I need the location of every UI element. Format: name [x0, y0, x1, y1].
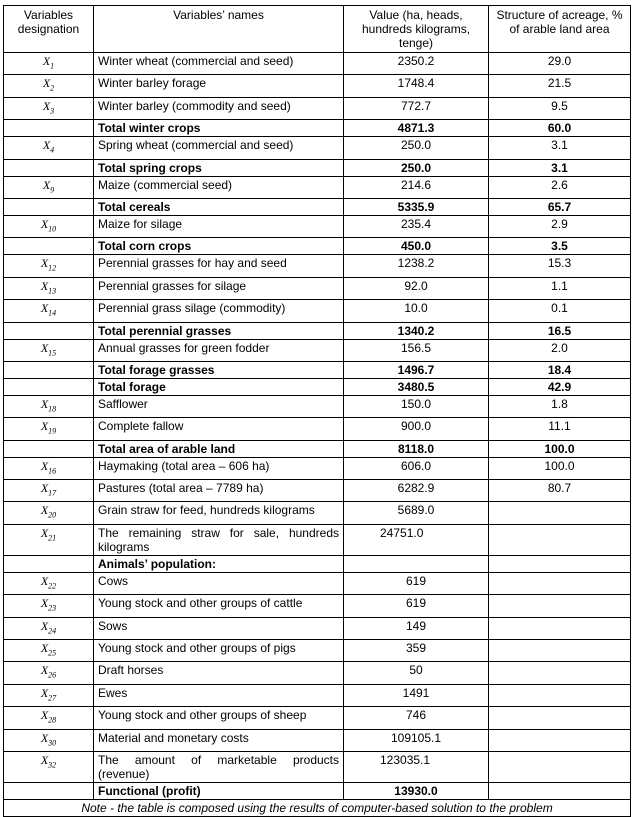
variable-designation — [4, 198, 94, 215]
acreage-structure: 2.6 — [489, 176, 631, 198]
variable-index: 10 — [48, 224, 57, 234]
variable-value: 150.0 — [344, 395, 489, 417]
acreage-structure: 1.8 — [489, 395, 631, 417]
acreage-structure — [489, 617, 631, 639]
variable-designation — [4, 751, 94, 782]
variable-name: Total corn crops — [94, 238, 344, 255]
table-row — [4, 617, 631, 639]
acreage-structure: 3.1 — [489, 159, 631, 176]
table-row — [4, 640, 631, 662]
table-row — [4, 339, 631, 361]
variable-designation — [4, 572, 94, 594]
acreage-structure: 15.3 — [489, 255, 631, 277]
variable-designation — [4, 159, 94, 176]
table-row — [4, 53, 631, 75]
variable-designation — [4, 137, 94, 159]
variable-designation — [4, 378, 94, 395]
variable-name: Perennial grass silage (commodity) — [94, 300, 344, 322]
variable-value: 10.0 — [344, 300, 489, 322]
variable-designation — [4, 176, 94, 198]
acreage-structure: 11.1 — [489, 418, 631, 440]
acreage-structure: 3.1 — [489, 137, 631, 159]
variable-name: Haymaking (total area – 606 ha) — [94, 457, 344, 479]
variable-symbol: X — [40, 752, 49, 767]
acreage-structure — [489, 684, 631, 706]
variable-symbol: X — [40, 708, 49, 723]
variable-value: 156.5 — [344, 339, 489, 361]
table-row — [4, 457, 631, 479]
table-row — [4, 555, 631, 572]
variable-symbol: X — [40, 573, 49, 588]
variable-value: 1496.7 — [344, 361, 489, 378]
variable-name: Annual grasses for green fodder — [94, 339, 344, 361]
variable-symbol: X — [42, 76, 51, 91]
variable-value: 235.4 — [344, 215, 489, 237]
variable-name: Winter barley forage — [94, 75, 344, 97]
table-row — [4, 361, 631, 378]
table-row — [4, 572, 631, 594]
table-row — [4, 707, 631, 729]
acreage-structure: 42.9 — [489, 378, 631, 395]
variable-name: Total forage grasses — [94, 361, 344, 378]
variable-index: 2 — [50, 83, 55, 93]
table-row — [4, 215, 631, 237]
variable-name: Total perennial grasses — [94, 322, 344, 339]
acreage-structure — [489, 524, 631, 555]
variable-value: 8118.0 — [344, 440, 489, 457]
variable-index: 25 — [48, 648, 57, 658]
variable-designation — [4, 120, 94, 137]
variable-index: 15 — [48, 347, 57, 357]
variable-symbol: X — [40, 256, 49, 271]
variable-value: 5335.9 — [344, 198, 489, 215]
variable-name: The remaining straw for sale, hundreds kilograms — [94, 524, 344, 555]
acreage-structure: 3.5 — [489, 238, 631, 255]
variable-value: 1340.2 — [344, 322, 489, 339]
variable-value: 109105.1 — [344, 729, 489, 751]
variable-index: 3 — [50, 106, 55, 116]
variable-index: 23 — [48, 603, 57, 613]
variable-symbol: X — [40, 481, 49, 496]
variable-value: 619 — [344, 572, 489, 594]
variable-value: 13930.0 — [344, 782, 489, 799]
variable-name: Draft horses — [94, 662, 344, 684]
variable-name: Perennial grasses for silage — [94, 277, 344, 299]
variable-designation — [4, 277, 94, 299]
variable-name: Sows — [94, 617, 344, 639]
table-row — [4, 684, 631, 706]
table-row — [4, 277, 631, 299]
variable-designation — [4, 418, 94, 440]
acreage-structure: 29.0 — [489, 53, 631, 75]
variable-designation — [4, 238, 94, 255]
variable-designation — [4, 97, 94, 119]
variable-symbol: X — [40, 301, 49, 316]
header-row — [4, 6, 631, 53]
variable-index: 32 — [48, 760, 57, 770]
variable-name: The amount of marketable products (revenue) — [94, 751, 344, 782]
header-structure: Structure of acreage, % of arable land area — [489, 6, 631, 53]
variable-value: 250.0 — [344, 137, 489, 159]
note-row — [4, 799, 631, 816]
variable-name: Total winter crops — [94, 120, 344, 137]
variable-designation — [4, 480, 94, 502]
table-row — [4, 75, 631, 97]
variable-index: 20 — [48, 510, 57, 520]
variable-designation — [4, 300, 94, 322]
variable-name: Total spring crops — [94, 159, 344, 176]
variable-value: 250.0 — [344, 159, 489, 176]
variable-symbol: X — [42, 98, 51, 113]
table-row — [4, 322, 631, 339]
variable-symbol: X — [40, 503, 49, 518]
variable-value: 5689.0 — [344, 502, 489, 524]
variable-name: Spring wheat (commercial and seed) — [94, 137, 344, 159]
acreage-structure — [489, 502, 631, 524]
variable-designation — [4, 440, 94, 457]
variable-index: 14 — [48, 308, 57, 318]
variable-index: 13 — [48, 286, 57, 296]
variable-name: Material and monetary costs — [94, 729, 344, 751]
variable-index: 28 — [48, 715, 57, 725]
variable-name: Animals’ population: — [94, 555, 344, 572]
acreage-structure: 60.0 — [489, 120, 631, 137]
variable-value: 1238.2 — [344, 255, 489, 277]
variable-name: Pastures (total area – 7789 ha) — [94, 480, 344, 502]
variable-index: 16 — [48, 466, 57, 476]
variable-name: Young stock and other groups of cattle — [94, 595, 344, 617]
variable-designation — [4, 555, 94, 572]
variable-index: 27 — [48, 693, 57, 703]
variable-value: 746 — [344, 707, 489, 729]
variable-symbol: X — [42, 138, 51, 153]
table-row — [4, 395, 631, 417]
table-row — [4, 137, 631, 159]
variable-value: 214.6 — [344, 176, 489, 198]
table-row — [4, 255, 631, 277]
variable-designation — [4, 215, 94, 237]
acreage-structure — [489, 707, 631, 729]
variable-designation — [4, 707, 94, 729]
variable-value: 6282.9 — [344, 480, 489, 502]
variable-index: 19 — [48, 426, 57, 436]
results-table-container — [3, 5, 630, 817]
variable-designation — [4, 640, 94, 662]
acreage-structure — [489, 729, 631, 751]
acreage-structure: 100.0 — [489, 440, 631, 457]
table-note: Note - the table is composed using the results of computer-based solution to the problem — [4, 799, 631, 816]
variable-name: Ewes — [94, 684, 344, 706]
table-row — [4, 418, 631, 440]
variable-designation — [4, 75, 94, 97]
acreage-structure: 1.1 — [489, 277, 631, 299]
acreage-structure: 21.5 — [489, 75, 631, 97]
variable-designation — [4, 662, 94, 684]
header-value: Value (ha, heads, hundreds kilograms, tenge) — [344, 6, 489, 53]
variable-name: Total forage — [94, 378, 344, 395]
variable-name: Total cereals — [94, 198, 344, 215]
variable-value: 772.7 — [344, 97, 489, 119]
acreage-structure: 2.0 — [489, 339, 631, 361]
variable-designation — [4, 53, 94, 75]
variable-value: 1491 — [344, 684, 489, 706]
acreage-structure: 16.5 — [489, 322, 631, 339]
variable-index: 21 — [48, 533, 57, 543]
acreage-structure — [489, 640, 631, 662]
variable-index: 22 — [48, 581, 57, 591]
variable-designation — [4, 361, 94, 378]
variable-name: Maize for silage — [94, 215, 344, 237]
variable-index: 12 — [48, 263, 57, 273]
variable-designation — [4, 255, 94, 277]
table-body — [4, 53, 631, 800]
table-row — [4, 751, 631, 782]
variable-symbol: X — [40, 641, 49, 656]
variable-symbol: X — [40, 278, 49, 293]
variable-symbol: X — [40, 419, 49, 434]
variable-value: 92.0 — [344, 277, 489, 299]
variable-name: Maize (commercial seed) — [94, 176, 344, 198]
variable-value: 2350.2 — [344, 53, 489, 75]
variable-designation — [4, 339, 94, 361]
table-row — [4, 238, 631, 255]
variable-name: Grain straw for feed, hundreds kilograms — [94, 502, 344, 524]
variable-index: 9 — [50, 184, 55, 194]
variable-index: 18 — [48, 404, 57, 414]
acreage-structure: 0.1 — [489, 300, 631, 322]
variable-symbol: X — [42, 54, 51, 68]
acreage-structure — [489, 751, 631, 782]
acreage-structure — [489, 782, 631, 799]
acreage-structure: 9.5 — [489, 97, 631, 119]
table-row — [4, 378, 631, 395]
results-table — [3, 5, 631, 817]
variable-designation — [4, 595, 94, 617]
variable-index: 1 — [50, 61, 55, 71]
variable-value: 900.0 — [344, 418, 489, 440]
variable-value: 3480.5 — [344, 378, 489, 395]
variable-index: 26 — [48, 670, 57, 680]
variable-value: 359 — [344, 640, 489, 662]
variable-designation — [4, 322, 94, 339]
acreage-structure — [489, 572, 631, 594]
table-row — [4, 595, 631, 617]
variable-designation — [4, 524, 94, 555]
table-row — [4, 729, 631, 751]
variable-designation — [4, 729, 94, 751]
variable-value: 123035.1 — [344, 751, 489, 782]
table-row — [4, 524, 631, 555]
acreage-structure: 65.7 — [489, 198, 631, 215]
acreage-structure: 18.4 — [489, 361, 631, 378]
table-row — [4, 120, 631, 137]
variable-name: Total area of arable land — [94, 440, 344, 457]
variable-index: 4 — [50, 145, 55, 155]
variable-name: Winter wheat (commercial and seed) — [94, 53, 344, 75]
variable-symbol: X — [42, 177, 51, 192]
table-row — [4, 159, 631, 176]
variable-symbol: X — [40, 458, 49, 473]
variable-symbol: X — [40, 596, 49, 611]
variable-value: 619 — [344, 595, 489, 617]
variable-symbol: X — [40, 340, 49, 355]
acreage-structure: 2.9 — [489, 215, 631, 237]
variable-name: Winter barley (commodity and seed) — [94, 97, 344, 119]
variable-designation — [4, 617, 94, 639]
variable-name: Young stock and other groups of sheep — [94, 707, 344, 729]
variable-designation — [4, 684, 94, 706]
variable-value: 4871.3 — [344, 120, 489, 137]
variable-name: Cows — [94, 572, 344, 594]
acreage-structure — [489, 555, 631, 572]
variable-symbol: X — [40, 663, 49, 678]
table-row — [4, 198, 631, 215]
variable-index: 24 — [48, 626, 57, 636]
variable-value: 606.0 — [344, 457, 489, 479]
header-names: Variables’ names — [94, 6, 344, 53]
variable-value: 149 — [344, 617, 489, 639]
variable-value: 1748.4 — [344, 75, 489, 97]
variable-name: Young stock and other groups of pigs — [94, 640, 344, 662]
variable-index: 17 — [48, 488, 57, 498]
table-row — [4, 440, 631, 457]
variable-name: Functional (profit) — [94, 782, 344, 799]
acreage-structure: 100.0 — [489, 457, 631, 479]
variable-designation — [4, 395, 94, 417]
variable-value — [344, 555, 489, 572]
variable-symbol: X — [40, 525, 49, 540]
variable-value: 450.0 — [344, 238, 489, 255]
variable-index: 30 — [48, 737, 57, 747]
variable-value: 24751.0 — [344, 524, 489, 555]
table-row — [4, 97, 631, 119]
variable-symbol: X — [40, 685, 49, 700]
variable-value: 50 — [344, 662, 489, 684]
table-row — [4, 480, 631, 502]
variable-name: Safflower — [94, 395, 344, 417]
table-row — [4, 662, 631, 684]
variable-designation — [4, 457, 94, 479]
acreage-structure — [489, 662, 631, 684]
variable-symbol: X — [40, 618, 49, 633]
table-row — [4, 176, 631, 198]
variable-designation — [4, 782, 94, 799]
table-row — [4, 300, 631, 322]
variable-symbol: X — [40, 216, 49, 231]
table-row — [4, 782, 631, 799]
acreage-structure — [489, 595, 631, 617]
variable-name: Perennial grasses for hay and seed — [94, 255, 344, 277]
variable-symbol: X — [40, 396, 49, 411]
acreage-structure: 80.7 — [489, 480, 631, 502]
header-designation: Variables designation — [4, 6, 94, 53]
variable-name: Complete fallow — [94, 418, 344, 440]
table-row — [4, 502, 631, 524]
variable-symbol: X — [40, 730, 49, 745]
variable-designation — [4, 502, 94, 524]
